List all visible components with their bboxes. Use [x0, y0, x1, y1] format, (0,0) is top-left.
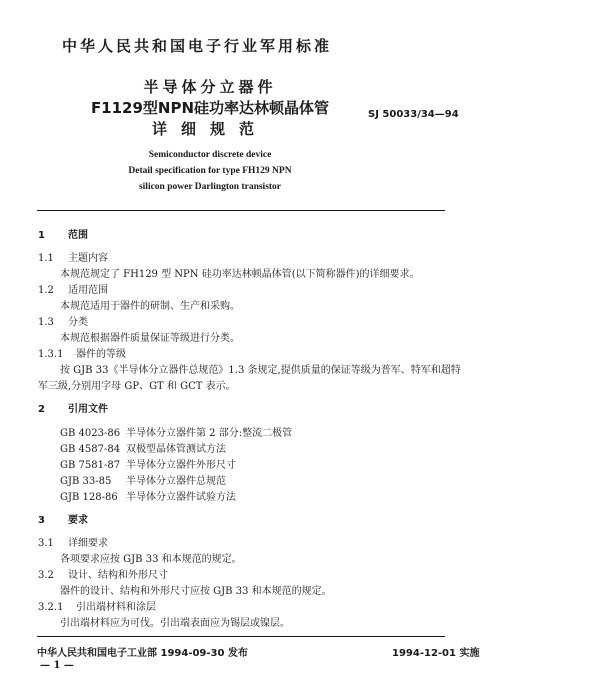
section-1-2-heading: [38, 281, 108, 296]
section-number: 1.2: [38, 285, 54, 296]
reference-item: [60, 488, 236, 503]
standard-code: SJ 50033/34—94: [368, 109, 459, 120]
reference-title: 半导体分立器件试验方法: [126, 492, 236, 503]
reference-title: 半导体分立器件总规范: [126, 476, 226, 487]
section-3-1-heading: [38, 534, 108, 549]
section-title: 要求: [68, 515, 88, 526]
section-title: 引出端材料和涂层: [76, 602, 156, 613]
title-line-3: 详细规范: [151, 120, 268, 138]
section-1-3-1-body-line-2: 军三级,分别用字母 GP、GT 和 GCT 表示。: [38, 381, 236, 392]
section-1-3-1-heading: [38, 345, 126, 360]
reference-item: [60, 440, 226, 455]
english-title-line-1: Semiconductor discrete device: [148, 150, 272, 160]
section-number: 1.1: [38, 253, 54, 264]
section-1-3-body: 本规范根据器件质量保证等级进行分类。: [60, 333, 240, 344]
reference-code: GB 7581-87: [60, 460, 121, 471]
english-title-line-2: Detail specification for type FH129 NPN: [128, 166, 292, 176]
section-number: 1: [38, 230, 45, 241]
section-3-1-body: 各项要求应按 GJB 33 和本规范的规定。: [60, 554, 242, 565]
section-3-heading: [38, 511, 88, 526]
standard-category: 中华人民共和国电子行业军用标准: [62, 37, 333, 55]
section-number: 1.3.1: [38, 349, 64, 360]
section-3-2-heading: [38, 566, 168, 581]
section-title: 分类: [68, 317, 88, 328]
section-title: 主题内容: [68, 253, 108, 264]
section-number: 2: [38, 404, 45, 415]
section-2-heading: [38, 400, 108, 415]
section-number: 3.2.1: [38, 602, 64, 613]
reference-code: GJB 33-85: [60, 476, 112, 487]
header-divider: [37, 210, 445, 211]
implementation-date: 1994-12-01 实施: [392, 648, 480, 659]
section-3-2-1-heading: [38, 598, 156, 613]
section-1-2-body: 本规范适用于器件的研制、生产和采购。: [60, 301, 240, 312]
reference-item: [60, 456, 236, 471]
title-line-1: 半导体分立器件: [143, 78, 277, 96]
section-1-1-body: 本规范规定了 FH129 型 NPN 硅功率达林顿晶体管(以下简称器件)的详细要求。: [60, 269, 420, 280]
section-number: 1.3: [38, 317, 54, 328]
reference-code: GB 4587-84: [60, 444, 121, 455]
section-1-3-heading: [38, 313, 88, 328]
reference-code: GJB 128-86: [60, 492, 118, 503]
title-line-2: F1129型NPN硅功率达林顿晶体管: [90, 99, 330, 117]
issue-date: 中华人民共和国电子工业部 1994-09-30 发布: [37, 648, 248, 659]
reference-title: 半导体分立器件第 2 部分:整流二极管: [126, 428, 293, 439]
section-3-2-body: 器件的设计、结构和外形尺寸应按 GJB 33 和本规范的规定。: [60, 586, 332, 597]
section-1-heading: [38, 226, 88, 241]
reference-title: 半导体分立器件外形尺寸: [126, 460, 236, 471]
section-title: 引用文件: [68, 404, 108, 415]
section-1-1-heading: [38, 249, 108, 264]
section-1-3-1-body-line-1: 按 GJB 33《半导体分立器件总规范》1.3 条规定,提供质量的保证等级为普军、特军和超特: [60, 365, 461, 376]
section-title: 详细要求: [68, 538, 108, 549]
page-number: — 1 —: [40, 660, 74, 671]
english-title-line-3: silicon power Darlington transistor: [138, 182, 282, 192]
section-title: 范围: [68, 230, 88, 241]
section-number: 3.1: [38, 538, 54, 549]
section-title: 器件的等级: [76, 349, 126, 360]
section-3-2-1-body: 引出端材料应为可伐。引出端表面应为锡层或镍层。: [60, 618, 290, 629]
section-number: 3.2: [38, 570, 54, 581]
section-title: 设计、结构和外形尺寸: [68, 570, 168, 581]
reference-item: [60, 424, 292, 439]
section-title: 适用范围: [68, 285, 108, 296]
section-number: 3: [38, 515, 45, 526]
footer-divider: [37, 636, 445, 637]
reference-code: GB 4023-86: [60, 428, 121, 439]
reference-title: 双极型晶体管测试方法: [126, 444, 226, 455]
reference-item: [60, 472, 226, 487]
